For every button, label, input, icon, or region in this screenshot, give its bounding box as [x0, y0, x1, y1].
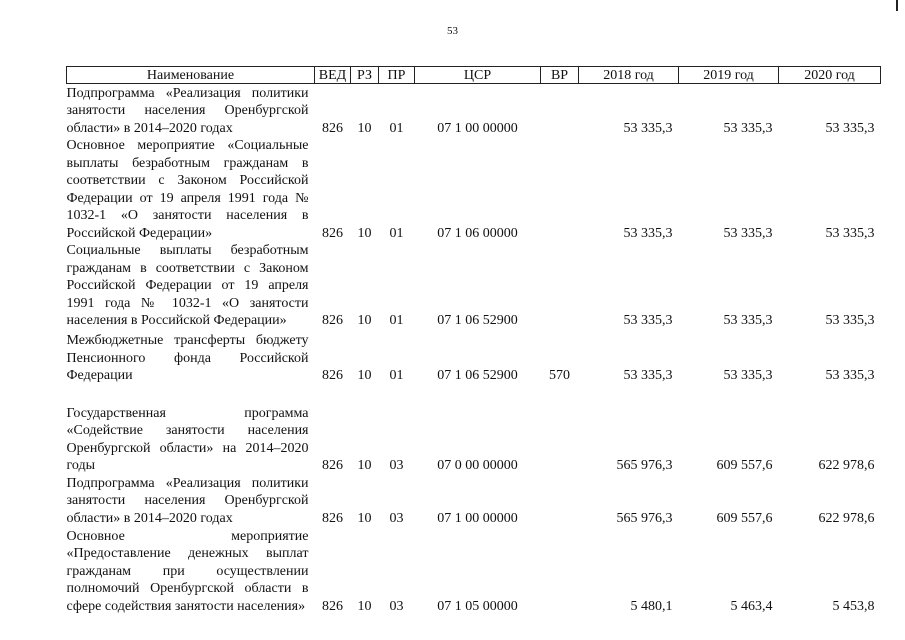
row-rz: 10	[357, 368, 372, 383]
row-rz: 10	[357, 510, 372, 526]
row-ved: 826	[322, 368, 343, 383]
row-pr: 01	[389, 120, 404, 136]
row-ved: 826	[322, 313, 343, 328]
row-vr	[541, 385, 579, 475]
row-pr: 03	[389, 598, 404, 614]
row-2019: 5 463,4	[730, 598, 773, 614]
row-rz: 10	[357, 120, 372, 136]
table-row	[67, 475, 881, 528]
table-row	[67, 385, 881, 475]
header-2019: 2019 год	[679, 67, 779, 84]
row-vr	[541, 84, 579, 138]
row-name: Основное мероприятие «Предоставление денежных выплат гражданам при осуществлении полномочий Оренбургской области в сфере содействия занятости населения»	[66, 528, 309, 614]
budget-table	[66, 66, 881, 615]
table-row	[67, 527, 881, 615]
row-ved: 826	[322, 225, 343, 241]
row-ved: 826	[322, 120, 343, 136]
row-2019: 53 335,3	[723, 368, 773, 383]
row-2019: 53 335,3	[723, 313, 773, 328]
row-2020: 622 978,6	[818, 510, 875, 526]
row-2019: 53 335,3	[723, 225, 773, 241]
row-ved: 826	[322, 458, 343, 473]
row-csr: 07 1 06 52900	[437, 313, 518, 328]
row-name: Основное мероприятие «Социальные выплаты безработным гражданам в соответствии с Законом Российской Федерации от 19 апреля 1991 года № 1032-1 «О занятости населения в Российской Федерации»	[66, 138, 309, 241]
row-pr: 01	[389, 368, 404, 383]
row-2018: 53 335,3	[623, 225, 673, 241]
table-row	[67, 330, 881, 385]
row-2018: 53 335,3	[623, 120, 673, 136]
row-pr: 01	[389, 313, 404, 328]
table-row	[67, 137, 881, 242]
row-2019: 609 557,6	[716, 458, 773, 473]
row-rz: 10	[357, 313, 372, 328]
row-2020: 53 335,3	[825, 368, 875, 383]
row-2018: 5 480,1	[630, 598, 673, 614]
row-2020: 53 335,3	[825, 120, 875, 136]
row-csr: 07 1 06 00000	[437, 225, 518, 241]
row-2018: 565 976,3	[616, 458, 673, 473]
scan-edge-mark	[896, 0, 898, 11]
table-header	[67, 67, 881, 84]
row-2019: 53 335,3	[723, 120, 773, 136]
row-ved: 826	[322, 510, 343, 526]
header-ved: ВЕД	[315, 67, 351, 84]
row-csr: 07 1 06 52900	[437, 368, 518, 383]
table-row	[67, 84, 881, 138]
table-body	[67, 84, 881, 616]
row-2018: 53 335,3	[623, 368, 673, 383]
header-pr: ПР	[379, 67, 415, 84]
row-vr	[541, 475, 579, 528]
header-2020: 2020 год	[779, 67, 881, 84]
row-2019: 609 557,6	[716, 510, 773, 526]
row-rz: 10	[357, 458, 372, 473]
row-pr: 03	[389, 458, 404, 473]
row-rz: 10	[357, 598, 372, 614]
row-vr	[541, 242, 579, 330]
row-2018: 565 976,3	[616, 510, 673, 526]
row-2020: 622 978,6	[818, 458, 875, 473]
row-2020: 53 335,3	[825, 313, 875, 328]
header-name: Наименование	[67, 67, 315, 84]
row-2018: 53 335,3	[623, 313, 673, 328]
row-vr: 570	[549, 368, 570, 383]
table-row	[67, 242, 881, 330]
row-pr: 03	[389, 510, 404, 526]
header-vr: ВР	[541, 67, 579, 84]
row-csr: 07 1 00 00000	[437, 120, 518, 136]
header-row	[67, 67, 881, 84]
row-csr: 07 1 05 00000	[437, 598, 518, 614]
header-rz: РЗ	[351, 67, 379, 84]
row-name: Межбюджетные трансферты бюджету Пенсионного фонда Российской Федерации	[66, 333, 309, 383]
row-name: Подпрограмма «Реализация политики занятости населения Оренбургской области» в 2014–2020 годах	[66, 85, 309, 136]
row-name: Социальные выплаты безработным гражданам в соответствии с Законом Российской Федерации от 19 апреля 1991 года № 1032-1 «О занятости населения в Российской Федерации»	[66, 243, 309, 328]
row-2020: 53 335,3	[825, 225, 875, 241]
row-csr: 07 1 00 00000	[437, 510, 518, 526]
row-name: Подпрограмма «Реализация политики занятости населения Оренбургской области» в 2014–2020 годах	[66, 475, 309, 526]
row-name: Государственная программа «Содействие занятости населения Оренбургской области» на 2014–2020 годы	[66, 405, 309, 473]
row-rz: 10	[357, 225, 372, 241]
row-vr	[541, 137, 579, 242]
row-ved: 826	[322, 598, 343, 614]
page-number: 53	[447, 25, 458, 37]
row-vr	[541, 527, 579, 615]
row-pr: 01	[389, 225, 404, 241]
header-csr: ЦСР	[415, 67, 541, 84]
row-2020: 5 453,8	[832, 598, 875, 614]
header-2018: 2018 год	[579, 67, 679, 84]
row-csr: 07 0 00 00000	[437, 458, 518, 473]
